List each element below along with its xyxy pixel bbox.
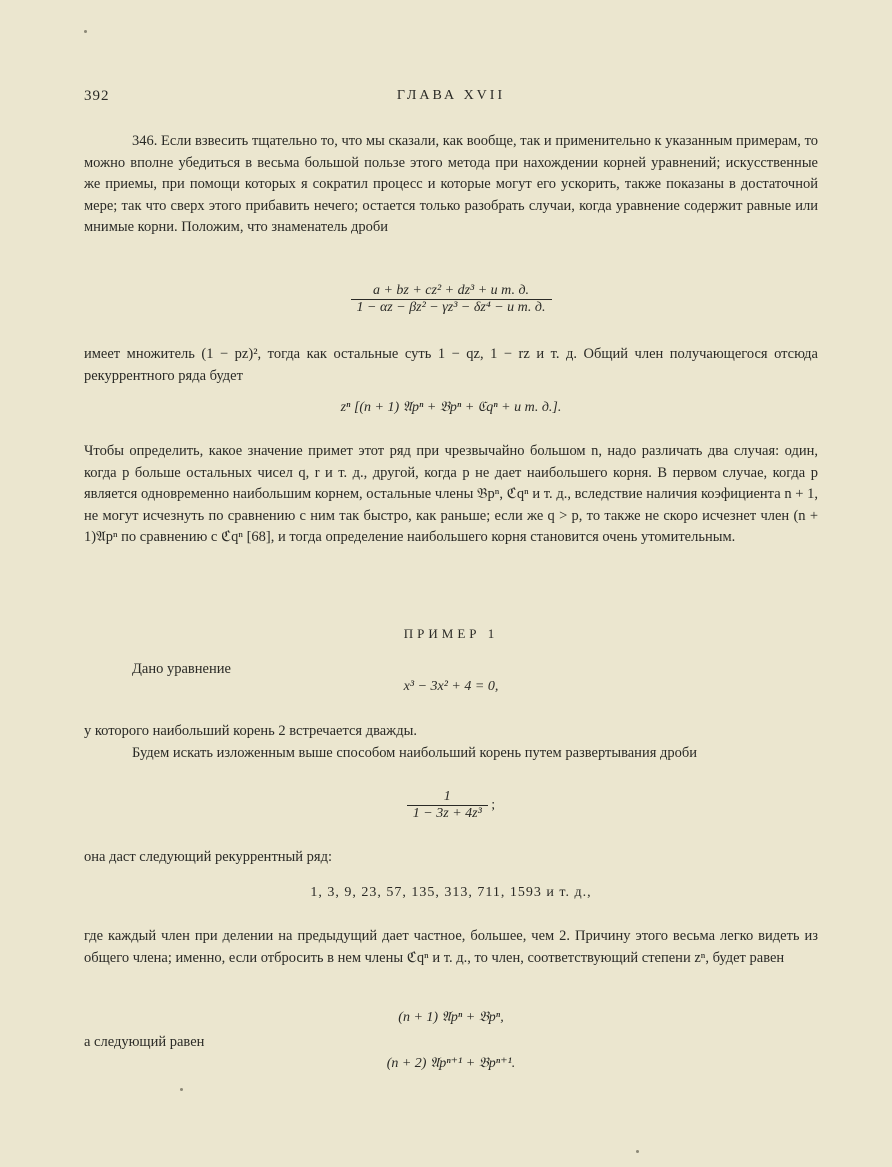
paragraph-given-equation: Дано уравнение <box>132 661 231 677</box>
paper-speck <box>636 1150 639 1153</box>
formula-term-n: (n + 1) 𝔄pⁿ + 𝔅pⁿ, <box>398 1010 504 1025</box>
formula-equation: x³ − 3x² + 4 = 0, <box>403 679 499 694</box>
paragraph-346: 346. Если взвесить тщательно то, что мы сказали, как вообще, так и применительно к указанным примерам, то можно вполне убедиться в весьма большой пользе этого метода при нахождении корней уравнений; искусственные же приемы, при помощи которых я сократил процесс и которые могут его ускорить, также показаны в достаточной мере; так что сверх этого прибавить нечего; остается только разобрать случаи, когда уравнение содержит равные или мнимые корни. Положим, что знаменатель дроби <box>84 133 818 235</box>
paragraph-root-twice: у которого наибольший корень 2 встречается дважды. <box>84 723 417 739</box>
paragraph-cases: Чтобы определить, какое значение примет этот ряд при чрезвычайно большом n, надо различать два случая: один, когда p больше остальных чисел q, r и т. д., другой, когда p не дает наибольшего корня. В первом случае, когда p является одновременно наибольшим корнем, остальные члены 𝔅pⁿ, ℭqⁿ и т. д., вследствие наличия коэфициента n + 1, не могут исчезнуть по сравнению с ним так быстро, как раньше; если же q > p, то также не скоро исчезнет член (n + 1)𝔄pⁿ по сравнению с ℭqⁿ [68], и тогда определение наибольшего корня становится очень утомительным. <box>84 443 818 545</box>
paragraph-search-root: Будем искать изложенным выше способом наибольший корень путем развертывания дроби <box>132 745 698 761</box>
fraction-suffix: ; <box>491 797 496 813</box>
page-header <box>84 88 818 112</box>
formula-general-term: zⁿ [(n + 1) 𝔄pⁿ + 𝔅pⁿ + ℭqⁿ + и т. д.]. <box>340 400 562 415</box>
formula-term-n-plus-1: (n + 2) 𝔄pⁿ⁺¹ + 𝔅pⁿ⁺¹. <box>386 1056 516 1071</box>
formula-fraction-general <box>84 283 818 316</box>
formula-fraction-example <box>84 789 818 822</box>
paragraph-multiplier: имеет множитель (1 − pz)², тогда как остальные суть 1 − qz, 1 − rz и т. д. Общий член получающегося отсюда рекуррентного ряда будет <box>84 346 818 384</box>
paragraph-next-term: а следующий равен <box>84 1034 205 1050</box>
fraction-numerator: a + bz + cz² + dz³ + и т. д. <box>351 283 552 300</box>
chapter-title: ГЛАВА XVII <box>396 88 506 103</box>
paragraph-quotient: где каждый член при делении на предыдущий дает частное, большее, чем 2. Причину этого весьма легко видеть из общего члена; именно, если отбросить в нем члены ℭqⁿ и т. д., то член, соответствующий степени zⁿ, будет равен <box>84 928 818 966</box>
example-heading: ПРИМЕР 1 <box>403 626 499 641</box>
fraction-numerator: 1 <box>407 789 488 806</box>
paper-speck <box>180 1088 183 1091</box>
fraction-denominator: 1 − 3z + 4z³ <box>412 806 482 821</box>
formula-recurrent-series: 1, 3, 9, 23, 57, 135, 313, 711, 1593 и т. д., <box>310 885 592 900</box>
paper-speck <box>84 30 87 33</box>
fraction-denominator: 1 − αz − βz² − γz³ − δz⁴ − и т. д. <box>356 300 546 315</box>
page-number: 392 <box>84 88 110 104</box>
paragraph-series-intro: она даст следующий рекуррентный ряд: <box>84 849 332 865</box>
